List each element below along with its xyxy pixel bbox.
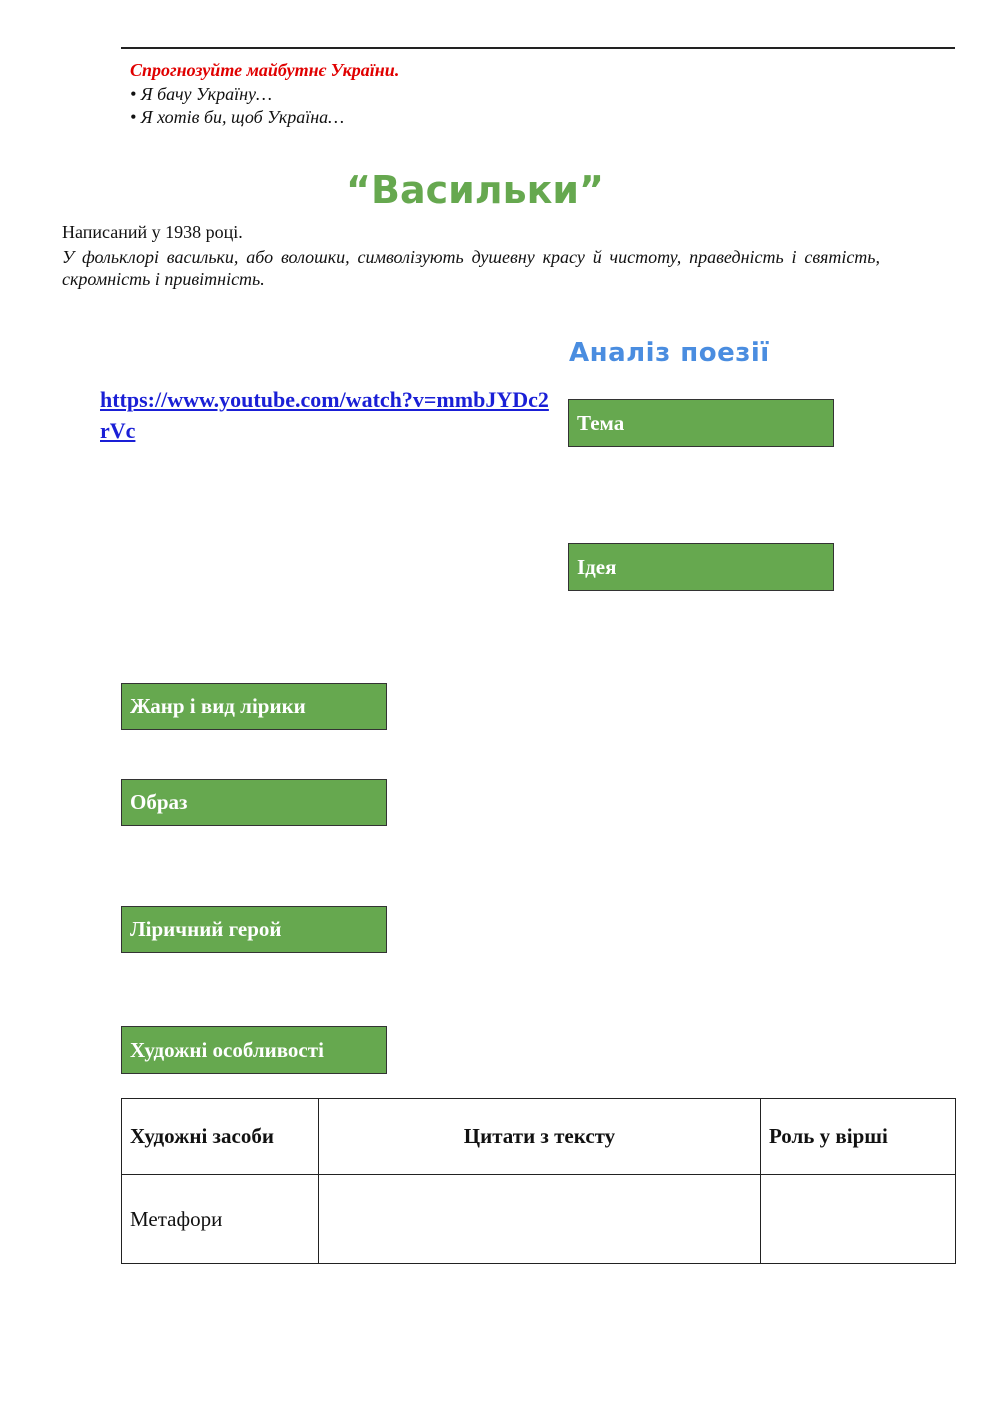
quotes-cell[interactable] <box>319 1175 761 1264</box>
header-quotes: Цитати з тексту <box>319 1099 761 1175</box>
table-row <box>122 1175 956 1264</box>
header-role: Роль у вірші <box>761 1099 956 1175</box>
prompt-text: Спрогнозуйте майбутнє України. <box>130 60 400 80</box>
idea-box: Ідея <box>568 543 834 591</box>
header-devices: Художні засоби <box>122 1099 319 1175</box>
written-year: Написаний у 1938 році. <box>62 222 243 242</box>
youtube-link[interactable]: https://www.youtube.com/watch?v=mmbJYDc2rVc <box>100 387 549 443</box>
poem-title: “Васильки” <box>346 168 604 212</box>
artistic-devices-table <box>121 1098 956 1264</box>
role-cell[interactable] <box>761 1175 956 1264</box>
top-divider <box>121 47 955 49</box>
bullet-item: • Я бачу Україну… <box>130 84 273 104</box>
theme-box: Тема <box>568 399 834 447</box>
genre-box: Жанр і вид лірики <box>121 683 387 730</box>
artistic-features-box: Художні особливості <box>121 1026 387 1074</box>
table-header-row <box>122 1099 956 1175</box>
device-cell: Метафори <box>122 1175 319 1264</box>
image-box: Образ <box>121 779 387 826</box>
poem-description: У фольклорі васильки, або волошки, символізують душевну красу й чистоту, праведність і святість, скромність і привітність. <box>62 247 880 289</box>
analysis-heading: Аналіз поезії <box>569 338 770 368</box>
bullet-item: • Я хотів би, щоб Україна… <box>130 107 345 127</box>
lyrical-hero-box: Ліричний герой <box>121 906 387 953</box>
